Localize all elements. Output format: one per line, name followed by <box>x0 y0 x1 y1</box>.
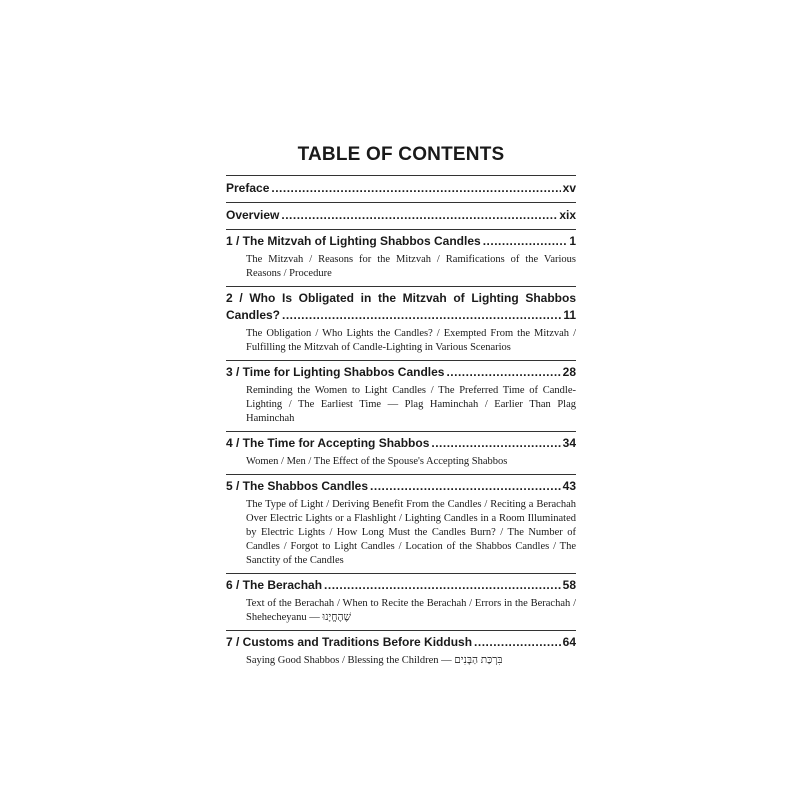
toc-entry-chapter-6[interactable] <box>226 574 576 631</box>
entry-title: Preface <box>226 181 270 195</box>
entry-description: Reminding the Women to Light Candles / The Preferred Time of Candle-Lighting / The Earliest Time — Plag Haminchah / Earlier Than Plag Haminchah <box>246 385 576 424</box>
page-title: TABLE OF CONTENTS <box>297 144 505 165</box>
dot-leader <box>282 307 561 324</box>
entry-heading <box>226 364 576 381</box>
dot-leader <box>281 207 557 224</box>
entry-title: 4 / The Time for Accepting Shabbos <box>226 436 430 450</box>
entry-heading <box>226 207 576 224</box>
entry-title: Overview <box>226 208 280 222</box>
entry-page-number: xix <box>559 208 576 222</box>
entry-page-number: 11 <box>563 308 576 322</box>
entry-heading <box>226 577 576 594</box>
entry-description: Text of the Berachah / When to Recite the Berachah / Errors in the Berachah / Shehecheyanu — שֶׁהֶחֱיָנוּ <box>246 598 576 623</box>
toc-entry-chapter-4[interactable] <box>226 432 576 475</box>
entry-title: 5 / The Shabbos Candles <box>226 479 369 493</box>
dot-leader <box>324 577 561 594</box>
dot-leader <box>271 180 560 197</box>
entry-title: Candles? <box>226 308 281 322</box>
entry-description: Saying Good Shabbos / Blessing the Children — בִּרְכַּת הַבָּנִים <box>246 655 503 666</box>
entry-page-number: 64 <box>562 635 576 649</box>
entry-description: The Obligation / Who Lights the Candles? / Exempted From the Mitzvah / Fulfilling the Mitzvah of Candle-Lighting in Various Scenarios <box>246 328 576 353</box>
entry-heading <box>226 634 576 651</box>
entry-page-number: 43 <box>562 479 576 493</box>
entry-title-line-1: 2 / Who Is Obligated in the Mitzvah of Lighting Shabbos <box>226 291 576 305</box>
entry-title: 3 / Time for Lighting Shabbos Candles <box>226 365 445 379</box>
entry-page-number: 1 <box>569 234 576 248</box>
entry-description: The Type of Light / Deriving Benefit From the Candles / Reciting a Berachah Over Electric Lights or a Flashlight / Lighting Candles in a Room Illuminated by Electric Lights / How Long Must the Candles Burn? / The Number of Candles / Forgot to Light Candles / Location of the Shabbos Candles / The Sanctity of the Candles <box>246 499 576 566</box>
entry-title: 6 / The Berachah <box>226 578 323 592</box>
dot-leader <box>474 634 561 651</box>
entry-heading <box>226 478 576 495</box>
entry-heading-line-1 <box>226 290 576 307</box>
entry-heading <box>226 435 576 452</box>
entry-title: 7 / Customs and Traditions Before Kiddush <box>226 635 473 649</box>
entry-page-number: 34 <box>562 436 576 450</box>
toc-entry-chapter-5[interactable] <box>226 475 576 574</box>
entry-description: Women / Men / The Effect of the Spouse's Accepting Shabbos <box>246 456 508 467</box>
entry-heading <box>226 180 576 197</box>
table-of-contents <box>226 144 576 673</box>
entry-heading <box>226 233 576 250</box>
toc-entry-chapter-3[interactable] <box>226 361 576 432</box>
entry-page-number: 58 <box>562 578 576 592</box>
dot-leader <box>431 435 560 452</box>
toc-entry-overview[interactable] <box>226 203 576 230</box>
entry-title: 1 / The Mitzvah of Lighting Shabbos Candles <box>226 234 481 248</box>
dot-leader <box>370 478 561 495</box>
entry-heading <box>226 307 576 324</box>
toc-entry-preface[interactable] <box>226 175 576 203</box>
entry-page-number: xv <box>562 181 576 195</box>
entry-page-number: 28 <box>562 365 576 379</box>
dot-leader <box>483 233 568 250</box>
toc-entry-chapter-2[interactable] <box>226 287 576 361</box>
toc-entry-chapter-1[interactable] <box>226 230 576 287</box>
dot-leader <box>446 364 560 381</box>
entry-description: The Mitzvah / Reasons for the Mitzvah / Ramifications of the Various Reasons / Procedure <box>246 254 576 279</box>
toc-entry-chapter-7[interactable] <box>226 631 576 673</box>
